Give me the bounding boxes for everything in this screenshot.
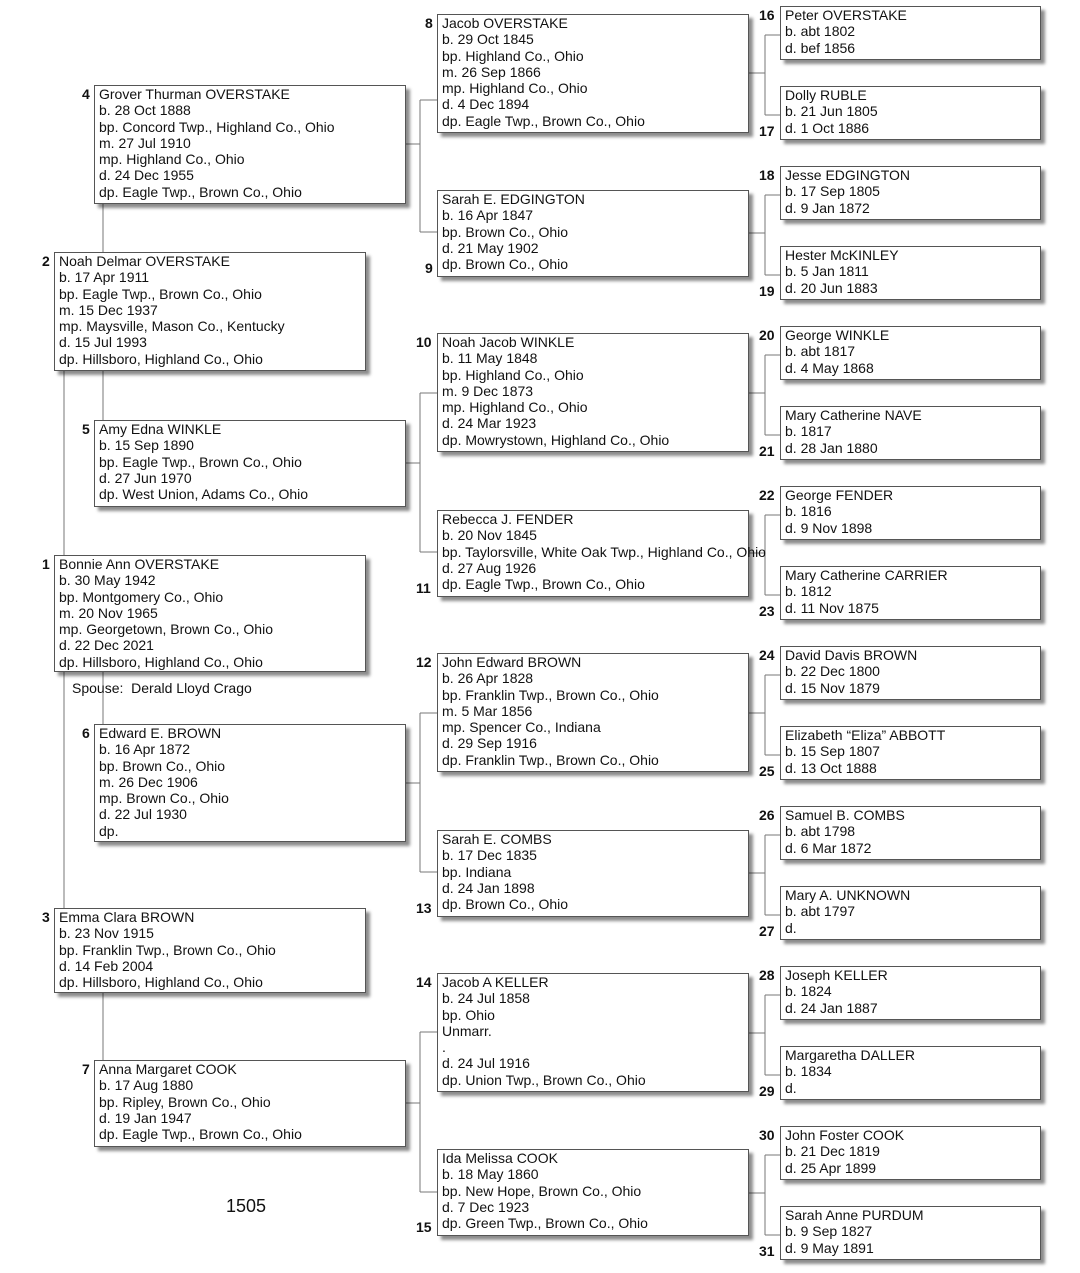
person-detail: b. 17 Aug 1880	[99, 1077, 194, 1094]
person-box-12	[437, 653, 749, 772]
person-detail: dp. Mowrystown, Highland Co., Ohio	[442, 431, 670, 448]
person-detail: bp. Montgomery Co., Ohio	[59, 588, 224, 605]
person-box-5	[94, 420, 406, 507]
person-name: Hester McKINLEY	[785, 247, 899, 263]
person-box-25	[780, 726, 1041, 780]
person-box-22	[780, 486, 1041, 540]
person-detail: d. 15 Jul 1993	[59, 334, 147, 351]
person-detail: Unmarr.	[442, 1022, 492, 1039]
person-detail: b. 18 May 1860	[442, 1166, 539, 1183]
person-name: Elizabeth “Eliza” ABBOTT	[785, 727, 946, 743]
person-detail: b. 28 Oct 1888	[99, 102, 191, 119]
person-name: Bonnie Ann OVERSTAKE	[59, 556, 220, 572]
person-detail: m. 26 Dec 1906	[99, 773, 198, 790]
person-name: Jacob OVERSTAKE	[442, 15, 568, 31]
person-name: Sarah E. COMBS	[442, 831, 552, 847]
person-box-13	[437, 830, 749, 917]
person-detail: m. 26 Sep 1866	[442, 63, 541, 80]
person-detail: d. 9 Jan 1872	[785, 199, 870, 216]
ahnentafel-number: 27	[759, 923, 775, 939]
ahnentafel-number: 24	[759, 647, 775, 663]
person-box-27	[780, 886, 1041, 940]
person-detail: dp. Eagle Twp., Brown Co., Ohio	[99, 183, 302, 200]
person-detail: mp. Highland Co., Ohio	[99, 151, 245, 168]
person-name: George FENDER	[785, 487, 894, 503]
spouse-name: Derald Lloyd Crago	[131, 680, 252, 696]
person-detail: d. 9 Nov 1898	[785, 519, 873, 536]
ahnentafel-number: 2	[42, 253, 50, 269]
ahnentafel-number: 23	[759, 603, 775, 619]
ahnentafel-number: 22	[759, 487, 775, 503]
person-detail: b. abt 1802	[785, 23, 856, 40]
person-name: David Davis BROWN	[785, 647, 918, 663]
person-detail: d. 11 Nov 1875	[785, 599, 879, 616]
ahnentafel-number: 11	[416, 580, 431, 596]
person-box-24	[780, 646, 1041, 700]
person-detail: mp. Spencer Co., Indiana	[442, 719, 601, 736]
ahnentafel-number: 26	[759, 807, 775, 823]
person-detail: d. 24 Mar 1923	[442, 415, 537, 432]
person-box-23	[780, 566, 1041, 620]
person-detail: d. bef 1856	[785, 39, 856, 56]
person-box-2	[54, 252, 366, 371]
person-box-18	[780, 166, 1041, 220]
person-detail: bp. Eagle Twp., Brown Co., Ohio	[99, 453, 302, 470]
person-detail: d. 19 Jan 1947	[99, 1109, 192, 1126]
person-box-9	[437, 190, 749, 277]
person-box-16	[780, 6, 1041, 60]
person-detail: bp. Brown Co., Ohio	[442, 223, 569, 240]
person-detail: mp. Highland Co., Ohio	[442, 80, 588, 97]
person-detail: dp. Eagle Twp., Brown Co., Ohio	[442, 576, 645, 593]
person-name: Dolly RUBLE	[785, 87, 867, 103]
person-detail: dp. West Union, Adams Co., Ohio	[99, 486, 309, 503]
ahnentafel-number: 9	[425, 260, 433, 276]
person-detail: b. 1816	[785, 503, 832, 520]
ahnentafel-number: 12	[416, 654, 432, 670]
ahnentafel-number: 21	[759, 443, 775, 459]
person-detail: mp. Georgetown, Brown Co., Ohio	[59, 621, 273, 638]
person-detail: b. 1824	[785, 983, 832, 1000]
person-detail: mp. Highland Co., Ohio	[442, 399, 588, 416]
spouse-line	[72, 680, 252, 696]
person-name: Emma Clara BROWN	[59, 909, 195, 925]
ahnentafel-number: 20	[759, 327, 775, 343]
person-detail: b. 26 Apr 1828	[442, 670, 534, 687]
person-box-3	[54, 908, 366, 993]
person-detail: b. abt 1817	[785, 343, 856, 360]
person-detail: bp. Franklin Twp., Brown Co., Ohio	[442, 686, 659, 703]
person-box-26	[780, 806, 1041, 860]
person-name: Edward E. BROWN	[99, 725, 222, 741]
ahnentafel-number: 3	[42, 909, 50, 925]
person-name: Mary A. UNKNOWN	[785, 887, 911, 903]
person-detail: d. 25 Apr 1899	[785, 1159, 877, 1176]
person-detail: b. 21 Dec 1819	[785, 1143, 880, 1160]
person-detail: d. 28 Jan 1880	[785, 439, 878, 456]
ahnentafel-number: 15	[416, 1219, 432, 1235]
person-detail: bp. Highland Co., Ohio	[442, 47, 584, 64]
person-detail: b. 22 Dec 1800	[785, 663, 880, 680]
person-detail: .	[442, 1039, 446, 1056]
person-detail: bp. Franklin Twp., Brown Co., Ohio	[59, 941, 276, 958]
person-detail: bp. Highland Co., Ohio	[442, 366, 584, 383]
person-detail: d. 27 Jun 1970	[99, 469, 192, 486]
person-detail: d. 7 Dec 1923	[442, 1198, 530, 1215]
person-box-30	[780, 1126, 1041, 1180]
person-detail: dp.	[99, 822, 119, 839]
person-name: Joseph KELLER	[785, 967, 888, 983]
ahnentafel-number: 17	[759, 123, 775, 139]
person-detail: b. abt 1797	[785, 903, 856, 920]
person-detail: dp. Brown Co., Ohio	[442, 896, 569, 913]
person-detail: d. 27 Aug 1926	[442, 559, 537, 576]
ahnentafel-number: 13	[416, 900, 432, 916]
person-box-20	[780, 326, 1041, 380]
person-name: Mary Catherine NAVE	[785, 407, 922, 423]
person-detail: b. 15 Sep 1890	[99, 437, 194, 454]
ahnentafel-number: 10	[416, 334, 432, 350]
person-detail: m. 9 Dec 1873	[442, 382, 534, 399]
person-detail: dp. Franklin Twp., Brown Co., Ohio	[442, 751, 659, 768]
person-name: Jesse EDGINGTON	[785, 167, 910, 183]
ahnentafel-number: 1	[42, 556, 50, 572]
page-number: 1505	[226, 1196, 267, 1216]
person-detail: bp. Ripley, Brown Co., Ohio	[99, 1093, 271, 1110]
person-box-10	[437, 333, 749, 452]
ahnentafel-number: 6	[82, 725, 90, 741]
person-name: Samuel B. COMBS	[785, 807, 905, 823]
person-name: Jacob A KELLER	[442, 974, 549, 990]
person-detail: b. 29 Oct 1845	[442, 31, 534, 48]
person-name: Amy Edna WINKLE	[99, 421, 222, 437]
person-detail: dp. Green Twp., Brown Co., Ohio	[442, 1215, 648, 1232]
person-detail: dp. Hillsboro, Highland Co., Ohio	[59, 974, 263, 991]
person-detail: b. 15 Sep 1807	[785, 743, 880, 760]
person-box-28	[780, 966, 1041, 1020]
person-detail: b. 17 Dec 1835	[442, 847, 537, 864]
person-box-19	[780, 246, 1041, 300]
person-detail: m. 15 Dec 1937	[59, 301, 158, 318]
person-detail: m. 5 Mar 1856	[442, 702, 533, 719]
ahnentafel-number: 5	[82, 421, 90, 437]
ahnentafel-number: 14	[416, 974, 432, 990]
person-detail: b. 17 Apr 1911	[59, 269, 150, 286]
person-detail: d. 22 Dec 2021	[59, 637, 154, 654]
person-box-17	[780, 86, 1041, 140]
person-name: Ida Melissa COOK	[442, 1150, 558, 1166]
person-box-6	[94, 724, 406, 842]
person-name: Sarah Anne PURDUM	[785, 1207, 924, 1223]
person-detail: d. 1 Oct 1886	[785, 119, 870, 136]
person-detail: d. 15 Nov 1879	[785, 679, 880, 696]
person-name: George WINKLE	[785, 327, 890, 343]
person-detail: d. 9 May 1891	[785, 1239, 874, 1256]
person-box-7	[94, 1060, 406, 1147]
person-box-4	[94, 85, 406, 204]
person-box-31	[780, 1206, 1041, 1260]
person-detail: b. 1812	[785, 583, 832, 600]
person-detail: dp. Union Twp., Brown Co., Ohio	[442, 1071, 646, 1088]
person-detail: b. 1817	[785, 423, 832, 440]
person-detail: b. 24 Jul 1858	[442, 990, 530, 1007]
person-box-1	[54, 555, 366, 672]
person-name: John Foster COOK	[785, 1127, 905, 1143]
person-detail: m. 20 Nov 1965	[59, 604, 158, 621]
person-detail: d. 4 Dec 1894	[442, 96, 530, 113]
ahnentafel-number: 18	[759, 167, 775, 183]
person-name: Margaretha DALLER	[785, 1047, 915, 1063]
person-box-8	[437, 14, 749, 133]
person-name: Mary Catherine CARRIER	[785, 567, 948, 583]
person-name: Rebecca J. FENDER	[442, 511, 574, 527]
person-detail: d. 13 Oct 1888	[785, 759, 877, 776]
person-detail: b. 16 Apr 1847	[442, 207, 534, 224]
person-detail: b. 20 Nov 1845	[442, 527, 537, 544]
person-detail: d. 24 Dec 1955	[99, 167, 194, 184]
person-name: Grover Thurman OVERSTAKE	[99, 86, 290, 102]
person-detail: bp. Indiana	[442, 863, 512, 880]
person-name: Peter OVERSTAKE	[785, 7, 907, 23]
person-detail: bp. New Hope, Brown Co., Ohio	[442, 1182, 642, 1199]
person-detail: d. 22 Jul 1930	[99, 806, 187, 823]
person-detail: b. 5 Jan 1811	[785, 263, 869, 280]
person-detail: d.	[785, 1079, 797, 1096]
person-detail: b. 17 Sep 1805	[785, 183, 880, 200]
person-name: Noah Delmar OVERSTAKE	[59, 253, 230, 269]
person-detail: bp. Eagle Twp., Brown Co., Ohio	[59, 285, 262, 302]
person-name: John Edward BROWN	[442, 654, 582, 670]
person-detail: d. 4 May 1868	[785, 359, 874, 376]
person-detail: b. 21 Jun 1805	[785, 103, 878, 120]
person-detail: dp. Eagle Twp., Brown Co., Ohio	[99, 1126, 302, 1143]
person-detail: d. 20 Jun 1883	[785, 279, 878, 296]
person-detail: d. 24 Jul 1916	[442, 1055, 530, 1072]
spouse-label: Spouse:	[72, 680, 124, 696]
person-name: Anna Margaret COOK	[99, 1061, 237, 1077]
person-detail: d. 24 Jan 1887	[785, 999, 878, 1016]
person-detail: dp. Hillsboro, Highland Co., Ohio	[59, 653, 263, 670]
person-detail: d.	[785, 919, 797, 936]
person-detail: d. 24 Jan 1898	[442, 879, 535, 896]
person-detail: dp. Eagle Twp., Brown Co., Ohio	[442, 112, 645, 129]
ahnentafel-number: 16	[759, 7, 775, 23]
person-detail: bp. Concord Twp., Highland Co., Ohio	[99, 118, 335, 135]
person-detail: bp. Taylorsville, White Oak Twp., Highland Co., Ohio	[442, 543, 766, 560]
person-name: Noah Jacob WINKLE	[442, 334, 575, 350]
person-box-15	[437, 1149, 749, 1236]
person-detail: dp. Hillsboro, Highland Co., Ohio	[59, 350, 263, 367]
person-detail: dp. Brown Co., Ohio	[442, 256, 569, 273]
ahnentafel-number: 7	[82, 1061, 90, 1077]
person-detail: bp. Brown Co., Ohio	[99, 757, 226, 774]
ahnentafel-number: 31	[759, 1243, 775, 1259]
person-detail: m. 27 Jul 1910	[99, 134, 191, 151]
person-detail: b. 11 May 1848	[442, 350, 538, 367]
ahnentafel-number: 28	[759, 967, 775, 983]
person-detail: mp. Maysville, Mason Co., Kentucky	[59, 318, 285, 335]
person-box-21	[780, 406, 1041, 460]
person-detail: bp. Ohio	[442, 1006, 495, 1023]
person-detail: d. 29 Sep 1916	[442, 735, 537, 752]
person-detail: d. 6 Mar 1872	[785, 839, 872, 856]
person-box-11	[437, 510, 766, 597]
person-detail: b. abt 1798	[785, 823, 856, 840]
person-detail: d. 21 May 1902	[442, 239, 539, 256]
person-detail: b. 16 Apr 1872	[99, 741, 191, 758]
person-detail: mp. Brown Co., Ohio	[99, 790, 229, 807]
ahnentafel-number: 30	[759, 1127, 775, 1143]
ahnentafel-number: 8	[425, 15, 433, 31]
person-detail: b. 9 Sep 1827	[785, 1223, 873, 1240]
person-detail: b. 23 Nov 1915	[59, 925, 154, 942]
ahnentafel-number: 4	[82, 86, 90, 102]
ahnentafel-number: 19	[759, 283, 775, 299]
person-detail: b. 30 May 1942	[59, 572, 156, 589]
person-name: Sarah E. EDGINGTON	[442, 191, 585, 207]
person-detail: d. 14 Feb 2004	[59, 957, 154, 974]
person-box-14	[437, 973, 749, 1092]
person-detail: b. 1834	[785, 1063, 832, 1080]
person-box-29	[780, 1046, 1041, 1100]
ahnentafel-number: 25	[759, 763, 775, 779]
ahnentafel-number: 29	[759, 1083, 775, 1099]
